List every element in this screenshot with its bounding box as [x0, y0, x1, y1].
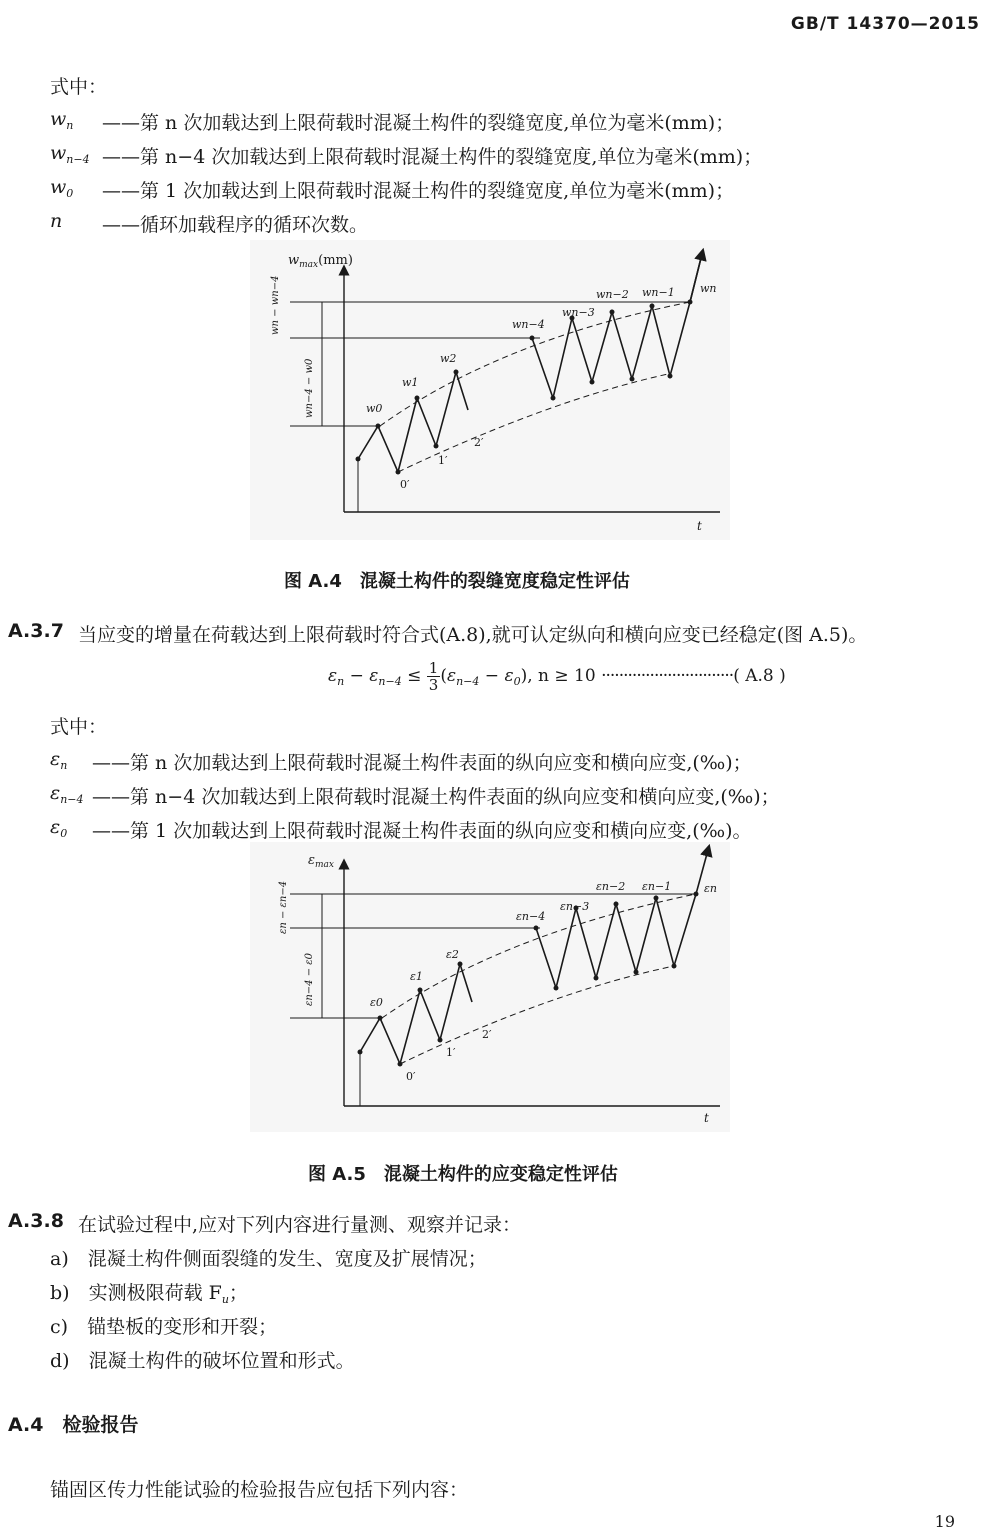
clause-a37-text: 当应变的增量在荷载达到上限荷载时符合式(A.8),就可认定纵向和横向应变已经稳定(图 A.5)。: [78, 624, 868, 646]
y-axis-label: $w_{max}(mm)$: [288, 253, 353, 270]
svg-text:1′: 1′: [446, 1046, 456, 1059]
svg-text:ε0: ε0: [370, 996, 383, 1009]
list-item-a: a) 混凝土构件侧面裂缝的发生、宽度及扩展情况；: [50, 1248, 487, 1270]
svg-text:ε1: ε1: [410, 970, 423, 983]
def-en4: ——第 n−4 次加载达到上限荷载时混凝土构件表面的纵向应变和横向应变,(‰)；: [92, 786, 780, 808]
formula-a8: $\varepsilon_n - \varepsilon_{n-4}$ ≤ $\frac{1}{3}$ $(\varepsilon_{n-4} - \varepsilon_0)$, n ≥ 10 ······························( A.8 ): [328, 659, 786, 694]
svg-text:εn: εn: [704, 882, 717, 895]
list-item-d: d) 混凝土构件的破坏位置和形式。: [50, 1350, 355, 1372]
clause-a38-number: A.3.8: [8, 1210, 64, 1232]
svg-text:1′: 1′: [438, 454, 448, 467]
svg-text:εn−4: εn−4: [516, 910, 546, 923]
svg-text:εn−2: εn−2: [596, 880, 626, 893]
svg-text:wn−4: wn−4: [512, 318, 545, 331]
svg-text:0′: 0′: [406, 1070, 416, 1083]
list-item-b: b) 实测极限荷载 $F_u$；: [50, 1282, 248, 1306]
dim-label-top: εn − εn−4: [278, 880, 289, 934]
svg-text:εn−3: εn−3: [560, 900, 590, 913]
symbol-wn4: $w_{n-4}$: [50, 142, 90, 166]
clause-a37-number: A.3.7: [8, 620, 64, 642]
def-en: ——第 n 次加载达到上限荷载时混凝土构件表面的纵向应变和横向应变,(‰)；: [92, 752, 752, 774]
dim-label-bottom: εn−4 − ε0: [304, 952, 315, 1006]
svg-text:w1: w1: [402, 376, 419, 389]
figure-a5-strain: [250, 842, 730, 1132]
page-number: 19: [934, 1512, 955, 1531]
x-axis-label: t: [704, 1111, 709, 1125]
standard-number: GB/T 14370—2015: [790, 14, 980, 34]
section-a4-text: 锚固区传力性能试验的检验报告应包括下列内容：: [50, 1479, 469, 1501]
svg-text:εn−1: εn−1: [642, 880, 672, 893]
clause-a38-text: 在试验过程中,应对下列内容进行量测、观察并记录：: [78, 1214, 522, 1236]
symbol-n: n: [50, 210, 63, 232]
symbol-e0: $\varepsilon_0$: [50, 816, 68, 840]
list-item-c: c) 锚垫板的变形和开裂；: [50, 1316, 278, 1338]
figure-a4-caption: 图 A.4 混凝土构件的裂缝宽度稳定性评估: [284, 571, 630, 592]
svg-text:ε2: ε2: [446, 948, 459, 961]
svg-text:wn: wn: [700, 282, 717, 295]
section-a4-heading: A.4 检验报告: [8, 1414, 139, 1436]
svg-text:0′: 0′: [400, 478, 410, 491]
figure-a4-crack-width: [250, 240, 730, 540]
figure-a5-caption: 图 A.5 混凝土构件的应变稳定性评估: [308, 1164, 618, 1185]
svg-text:wn−3: wn−3: [562, 306, 595, 319]
symbol-en: $\varepsilon_n$: [50, 748, 68, 772]
x-axis-label: t: [697, 519, 702, 533]
svg-text:wn−2: wn−2: [596, 288, 629, 301]
symbol-wn: $w_n$: [50, 108, 74, 132]
svg-text:2′: 2′: [474, 436, 484, 449]
svg-text:2′: 2′: [482, 1028, 492, 1041]
def-w0: ——第 1 次加载达到上限荷载时混凝土构件的裂缝宽度,单位为毫米(mm)；: [102, 180, 735, 202]
where-intro-1: 式中：: [50, 76, 108, 98]
symbol-w0: $w_0$: [50, 176, 74, 200]
def-wn: ——第 n 次加载达到上限荷载时混凝土构件的裂缝宽度,单位为毫米(mm)；: [102, 112, 735, 134]
where-intro-2: 式中：: [50, 716, 108, 738]
svg-text:w0: w0: [366, 402, 383, 415]
svg-text:w2: w2: [440, 352, 457, 365]
dim-label-top: wn − wn−4: [270, 275, 281, 335]
def-e0: ——第 1 次加载达到上限荷载时混凝土构件表面的纵向应变和横向应变,(‰)。: [92, 820, 752, 842]
svg-text:wn−1: wn−1: [642, 286, 675, 299]
y-axis-label: $\varepsilon_{max}$: [308, 853, 334, 870]
symbol-en4: $\varepsilon_{n-4}$: [50, 782, 84, 806]
def-n: ——循环加载程序的循环次数。: [102, 214, 369, 236]
def-wn4: ——第 n−4 次加载达到上限荷载时混凝土构件的裂缝宽度,单位为毫米(mm)；: [102, 146, 763, 168]
dim-label-bottom: wn−4 − w0: [304, 358, 315, 418]
